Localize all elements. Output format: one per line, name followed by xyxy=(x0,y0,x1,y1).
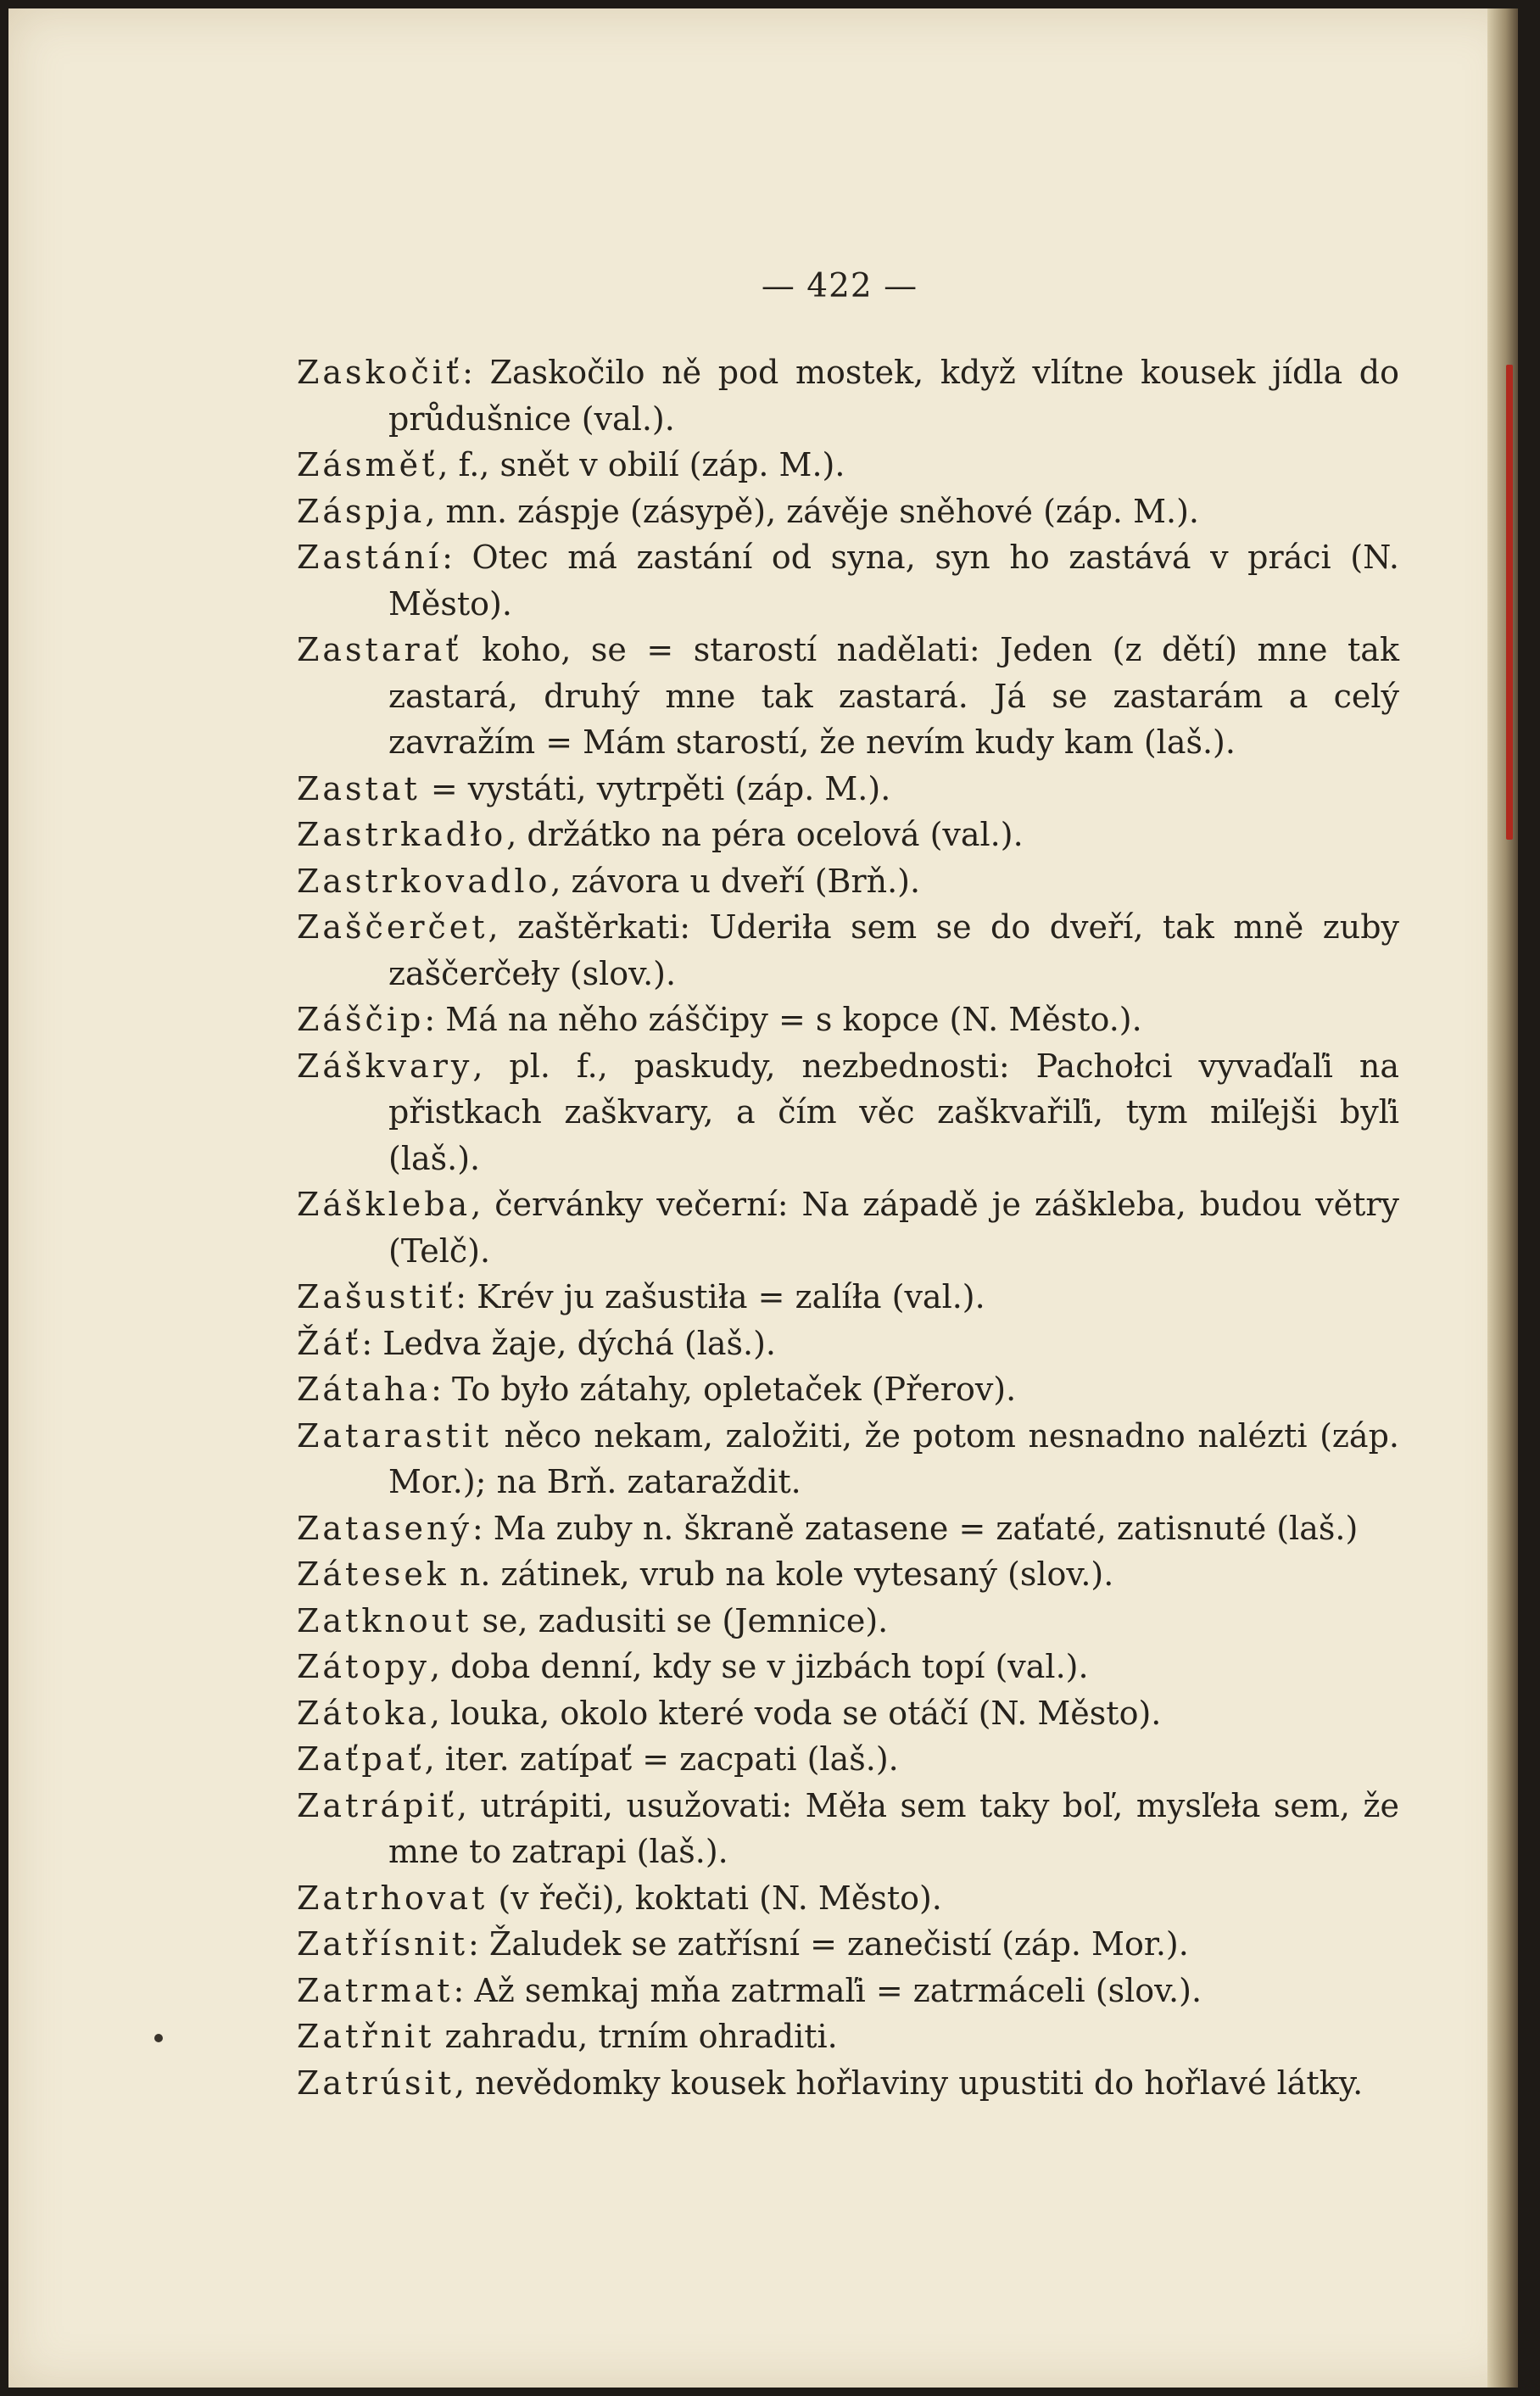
entry-headword: Zatrhovat xyxy=(297,1879,488,1917)
entry-text: : Otec má zastání od syna, syn ho zastává v práci (N. Město). xyxy=(388,539,1399,623)
entry xyxy=(297,1321,1399,1367)
entry xyxy=(297,534,1399,627)
entry xyxy=(297,1598,1399,1645)
entry xyxy=(297,349,1399,442)
entry-text: : Krév ju zašustiła = zalíła (val.). xyxy=(455,1278,985,1315)
entry xyxy=(297,1921,1399,1968)
entry xyxy=(297,1505,1399,1552)
entry xyxy=(297,766,1399,813)
entry-text: n. zátinek, vrub na kole vytesaný (slov.). xyxy=(449,1555,1114,1593)
entry-headword: Zátoka xyxy=(297,1694,430,1732)
entry-text: = vystáti, vytrpěti (záp. M.). xyxy=(420,769,891,807)
entry xyxy=(297,858,1399,905)
dictionary-entries xyxy=(297,349,1399,2106)
entry-headword: Zatřnit xyxy=(297,2018,435,2055)
entry xyxy=(297,904,1399,997)
entry-headword: Zaščerčet xyxy=(297,908,488,946)
entry-text: (v řeči), koktati (N. Město). xyxy=(488,1879,942,1917)
book-page xyxy=(8,8,1518,2388)
entry-text: , závora u dveří (Brň.). xyxy=(550,862,921,900)
entry-headword: Zastat xyxy=(297,769,421,807)
entry-headword: Zatřísnit xyxy=(297,1925,469,1963)
entry xyxy=(297,1875,1399,1922)
page-binding-edge xyxy=(1487,8,1518,2388)
entry xyxy=(297,489,1399,535)
entry xyxy=(297,2013,1399,2060)
entry xyxy=(297,1181,1399,1274)
entry-headword: Zastrkadło xyxy=(297,816,507,853)
entry-text: , utrápiti, usužovati: Měła sem taky boľ, mysľeła sem, že mne to zatrapi (laš.). xyxy=(388,1786,1399,1870)
entry-headword: Záščip xyxy=(297,1001,425,1038)
entry-text: , mn. záspje (zásypě), závěje sněhové (záp. M.). xyxy=(425,492,1199,530)
entry-headword: Zásměť xyxy=(297,446,438,483)
entry xyxy=(297,1783,1399,1875)
entry xyxy=(297,1413,1399,1505)
entry xyxy=(297,812,1399,858)
entry xyxy=(297,1274,1399,1321)
entry-text: : Ma zuby n. škraně zatasene = zaťaté, zatisnuté (laš.) xyxy=(471,1509,1359,1547)
entry xyxy=(297,1043,1399,1182)
entry-headword: Zatrmat xyxy=(297,1971,454,2009)
entry-text: , doba denní, kdy se v jizbách topí (val.). xyxy=(430,1648,1089,1685)
entry-headword: Zatrúsit xyxy=(297,2064,455,2102)
entry xyxy=(297,1644,1399,1690)
entry xyxy=(297,1968,1399,2014)
entry xyxy=(297,627,1399,766)
entry-text: , držátko na péra ocelová (val.). xyxy=(506,816,1024,853)
entry-headword: Zašustiť xyxy=(297,1278,456,1315)
entry-text: , červánky večerní: Na západě je záškleba, budou větry (Telč). xyxy=(388,1186,1399,1270)
entry-text: koho, se = starostí nadělati: Jeden (z dětí) mne tak zastará, druhý mne tak zastará. Já se zastarám a celý zavražím = Mám starostí, že nevím kudy kam (laš.). xyxy=(388,631,1399,761)
entry-text: zahradu, trním ohraditi. xyxy=(434,2018,838,2055)
entry xyxy=(297,1551,1399,1598)
red-bookmark-edge xyxy=(1506,365,1513,840)
entry-text: něco nekam, založiti, že potom nesnadno nalézti (záp. Mor.); na Brň. zataraždit. xyxy=(388,1416,1399,1500)
entry-headword: Zatrápiť xyxy=(297,1786,457,1824)
entry-text: : Žaludek se zatřísní = zanečistí (záp. Mor.). xyxy=(468,1925,1189,1963)
entry-headword: Zatasený xyxy=(297,1509,472,1547)
entry-headword: Žáť xyxy=(297,1324,362,1362)
entry-headword: Zastrkovadlo xyxy=(297,862,551,900)
entry-text: , f., snět v obilí (záp. M.). xyxy=(438,446,845,483)
entry-text: : Má na něho záščipy = s kopce (N. Město.). xyxy=(424,1001,1142,1038)
entry-text: : To było zátahy, opletaček (Přerov). xyxy=(431,1371,1017,1408)
entry-text: , iter. zatípať = zacpati (laš.). xyxy=(424,1740,899,1778)
entry-headword: Záškleba xyxy=(297,1186,471,1223)
entry-headword: Zátesek xyxy=(297,1555,449,1593)
entry xyxy=(297,1736,1399,1783)
entry-headword: Zatknout xyxy=(297,1601,472,1639)
page-number: — 422 — xyxy=(761,267,918,305)
entry-text: , nevědomky kousek hořlaviny upustiti do hořlavé látky. xyxy=(454,2064,1364,2102)
entry xyxy=(297,997,1399,1043)
entry-text: : Zaskočilo ně pod mostek, když vlítne kousek jídla do průdušnice (val.). xyxy=(388,354,1399,438)
entry-headword: Zátopy xyxy=(297,1648,430,1685)
entry-headword: Zátaha xyxy=(297,1371,432,1408)
entry-text: , zaštěrkati: Uderiła sem se do dveří, tak mně zuby zaščerčeły (slov.). xyxy=(388,908,1399,992)
entry-text: : Až semkaj mňa zatrmaľi = zatrmáceli (slov.). xyxy=(453,1971,1202,2009)
entry xyxy=(297,442,1399,489)
entry-headword: Záspja xyxy=(297,492,426,530)
entry-text: , pl. f., paskudy, nezbednosti: Pachołci vyvaďaľi na přistkach zaškvary, a čím věc zaškvařiľi, tym miľejši byľi (laš.). xyxy=(388,1047,1399,1177)
entry-headword: Záškvary xyxy=(297,1047,473,1085)
entry xyxy=(297,1690,1399,1737)
entry-headword: Zastání xyxy=(297,539,443,576)
entry-headword: Zaťpať xyxy=(297,1740,425,1778)
entry xyxy=(297,1366,1399,1413)
entry-headword: Zaskočiť xyxy=(297,354,463,391)
entry xyxy=(297,2060,1399,2107)
entry-text: , louka, okolo které voda se otáčí (N. Město). xyxy=(429,1694,1162,1732)
ink-speck xyxy=(154,2034,163,2042)
entry-text: : Ledva žaje, dýchá (laš.). xyxy=(361,1324,776,1362)
entry-headword: Zatarastit xyxy=(297,1416,492,1455)
entry-text: se, zadusiti se (Jemnice). xyxy=(471,1601,889,1639)
entry-headword: Zastarať xyxy=(297,631,462,668)
